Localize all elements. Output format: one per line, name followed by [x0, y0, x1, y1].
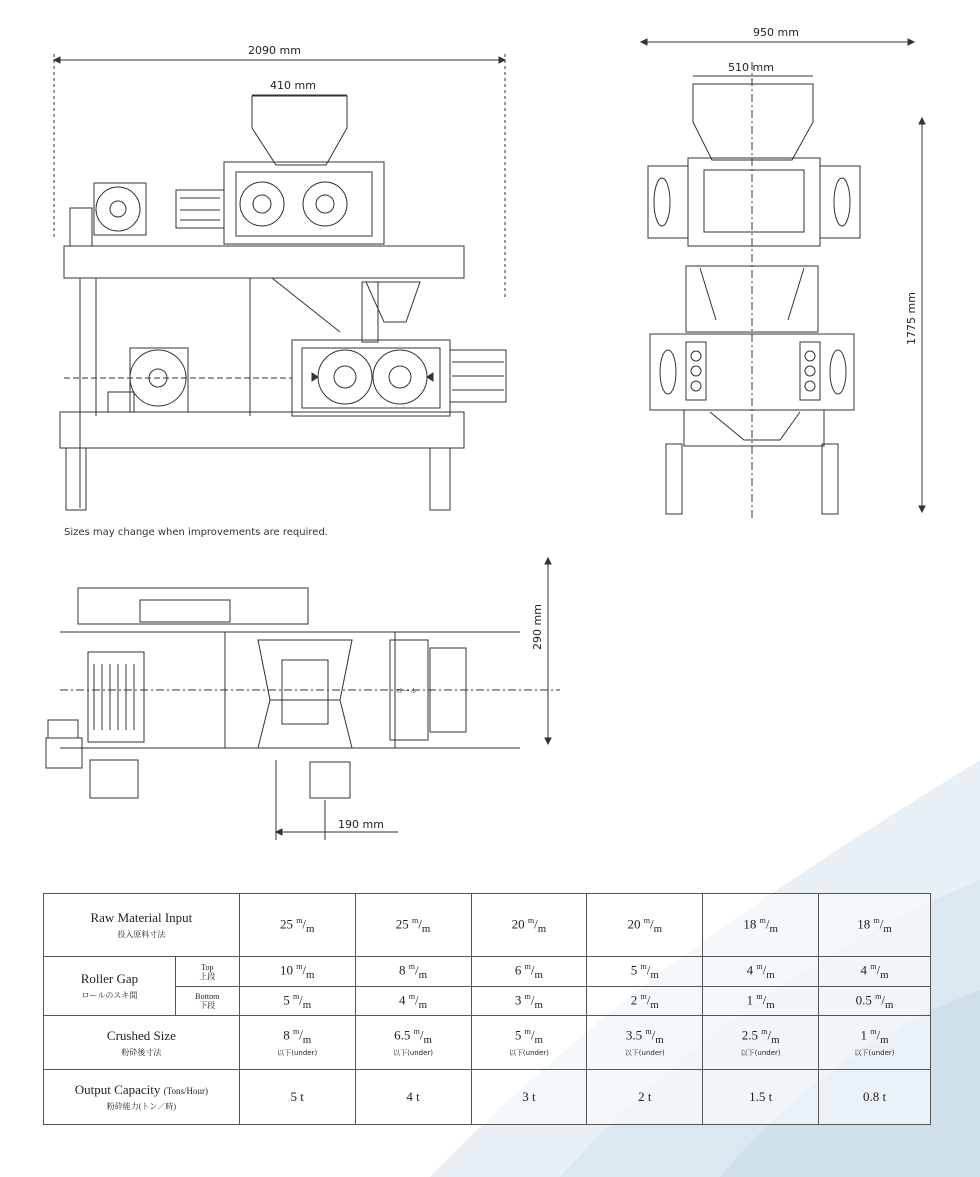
front-width-dim: 2090 mm: [248, 44, 301, 57]
gap-bottom-cell: 5 $^m/_m$: [239, 987, 355, 1016]
output-cell: 0.8 t: [819, 1070, 931, 1125]
row-crushed-size: [44, 1016, 931, 1070]
gap-top-cell: 10 $^m/_m$: [239, 957, 355, 987]
plate-label: ロール: [396, 687, 417, 695]
crushed-cell: 3.5 $^m/_m$ 以下(under): [587, 1016, 703, 1070]
raw-input-cell: 25 $^m/_m$: [355, 894, 471, 957]
side-width-dim: 950 mm: [753, 26, 799, 39]
output-label: Output Capacity (Tons/Hour): [74, 1082, 208, 1097]
raw-input-header: [44, 894, 240, 957]
output-cell: 5 t: [239, 1070, 355, 1125]
output-header: [44, 1070, 240, 1125]
raw-input-sub: 投入原料寸法: [117, 930, 166, 939]
crushed-sub: 粉砕後寸法: [121, 1047, 162, 1057]
crushed-label: Crushed Size: [106, 1027, 176, 1043]
gap-bottom-cell: 0.5 $^m/_m$: [819, 987, 931, 1016]
hopper-width-dim: 410 mm: [270, 79, 316, 92]
spec-table: [43, 893, 931, 1125]
gap-top-cell: 8 $^m/_m$: [355, 957, 471, 987]
gap-top-cell: 4 $^m/_m$: [703, 957, 819, 987]
plan-depth-dim: 290 mm: [531, 604, 544, 650]
crushed-cell: 8 $^m/_m$ 以下(under): [239, 1016, 355, 1070]
crushed-cell: 6.5 $^m/_m$ 以下(under): [355, 1016, 471, 1070]
row-gap-top: [44, 957, 931, 987]
front-view: [54, 44, 506, 510]
size-note: Sizes may change when improvements are required.: [64, 527, 328, 538]
row-raw-input: [44, 894, 931, 957]
gap-bottom-cell: 4 $^m/_m$: [355, 987, 471, 1016]
roller-gap-sub: ロールのスキ間: [81, 991, 138, 1000]
gap-bottom-label: Bottom 下段: [175, 987, 239, 1016]
raw-input-cell: 25 $^m/_m$: [239, 894, 355, 957]
plan-offset-dim: 190 mm: [338, 818, 384, 831]
gap-top-cell: 4 $^m/_m$: [819, 957, 931, 987]
side-view: [641, 26, 925, 520]
gap-top-cell: 5 $^m/_m$: [587, 957, 703, 987]
raw-input-cell: 20 $^m/_m$: [471, 894, 587, 957]
gap-top-label: Top 上段: [175, 957, 239, 987]
roller-gap-label: Roller Gap: [80, 971, 139, 986]
gap-bottom-cell: 3 $^m/_m$: [471, 987, 587, 1016]
raw-input-cell: 18 $^m/_m$: [703, 894, 819, 957]
output-cell: 3 t: [471, 1070, 587, 1125]
raw-input-cell: 18 $^m/_m$: [819, 894, 931, 957]
crushed-cell: 1 $^m/_m$ 以下(under): [819, 1016, 931, 1070]
plan-view: [46, 558, 560, 840]
output-sub: 粉砕能力(トン／時): [106, 1102, 177, 1111]
raw-input-cell: 20 $^m/_m$: [587, 894, 703, 957]
gap-bottom-cell: 1 $^m/_m$: [703, 987, 819, 1016]
output-cell: 1.5 t: [703, 1070, 819, 1125]
gap-top-cell: 6 $^m/_m$: [471, 957, 587, 987]
crushed-cell: 2.5 $^m/_m$ 以下(under): [703, 1016, 819, 1070]
height-dim: 1775 mm: [905, 292, 918, 345]
row-gap-bottom: [44, 987, 931, 1016]
roller-gap-header: [44, 957, 176, 1016]
row-output-capacity: [44, 1070, 931, 1125]
crushed-header: [44, 1016, 240, 1070]
side-hopper-dim: 510 mm: [728, 61, 774, 74]
gap-bottom-cell: 2 $^m/_m$: [587, 987, 703, 1016]
raw-input-label: Raw Material Input: [90, 910, 193, 925]
crushed-cell: 5 $^m/_m$ 以下(under): [471, 1016, 587, 1070]
output-cell: 4 t: [355, 1070, 471, 1125]
output-cell: 2 t: [587, 1070, 703, 1125]
